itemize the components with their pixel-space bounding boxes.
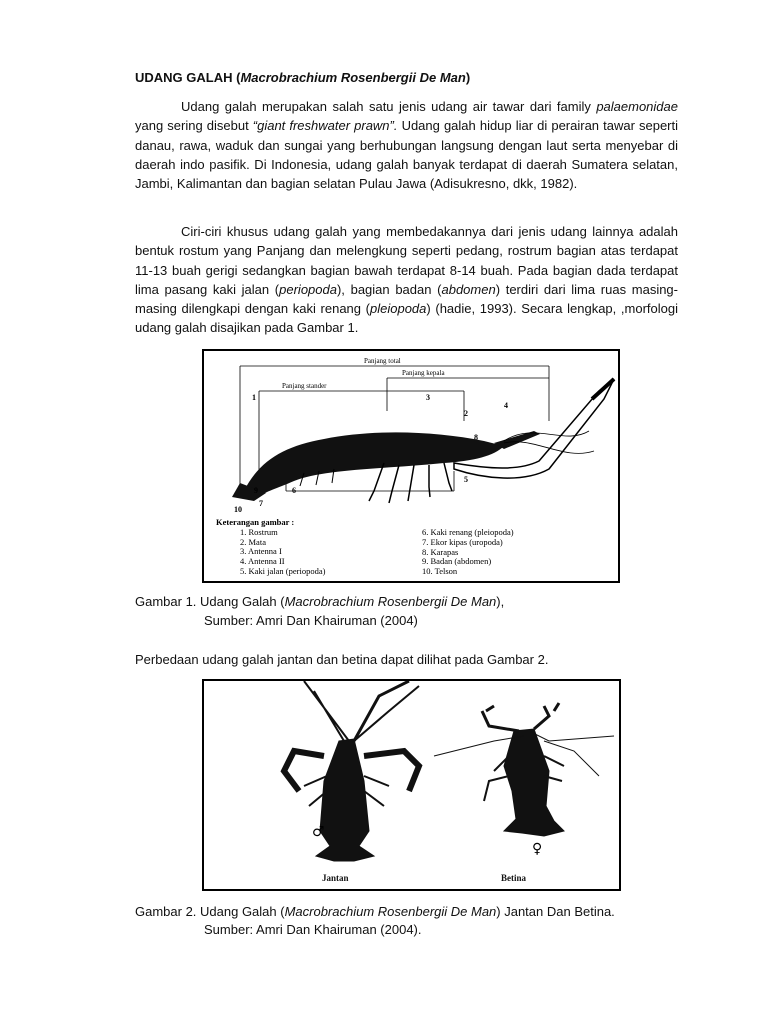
para2-term-periopoda: periopoda — [279, 281, 337, 297]
figure-1-source: Sumber: Amri Dan Khairuman (2004) — [204, 613, 418, 628]
figure-2-caption — [135, 902, 615, 921]
legend-item: 1. Rostrum — [240, 526, 278, 537]
caption1-text-1: Gambar 1. Udang Galah ( — [135, 594, 285, 609]
dim-label-stander: Panjang stander — [282, 382, 327, 390]
callout-4: 4 — [504, 401, 508, 410]
caption2-text-2: ) Jantan Dan Betina. — [496, 904, 615, 919]
figure-2-source: Sumber: Amri Dan Khairuman (2004). — [204, 922, 422, 937]
caption1-text-2: ), — [496, 594, 505, 609]
callout-3: 3 — [426, 393, 430, 402]
paragraph-2 — [135, 222, 678, 338]
dim-label-kepala: Panjang kepala — [402, 369, 445, 377]
figure-2-male-female — [202, 679, 621, 891]
paragraph-3: Perbedaan udang galah jantan dan betina dapat dilihat pada Gambar 2. — [135, 652, 549, 667]
para2-text-3: ) terdiri dari lima ruas masing-masing dilengkapi dengan kaki renang ( — [135, 281, 678, 317]
legend-item: 3. Antenna I — [240, 546, 282, 557]
legend-item: 10. Telson — [422, 566, 458, 577]
legend-item: 6. Kaki renang (pleiopoda) — [422, 527, 514, 537]
title-suffix: ) — [465, 70, 471, 85]
caption1-species: Macrobrachium Rosenbergii De Man — [284, 594, 497, 609]
male-label: Jantan — [322, 873, 349, 883]
para2-text-4: ) (hadie, 1993). Secara lengkap, ,morfologi udang galah disajikan pada Gambar 1. — [135, 301, 678, 336]
callout-5: 5 — [464, 475, 468, 484]
female-symbol-icon: ♀ — [532, 841, 543, 857]
caption2-species: Macrobrachium Rosenbergii De Man — [284, 904, 497, 919]
caption2-text-1: Gambar 2. Udang Galah ( — [135, 904, 285, 919]
legend-title: Keterangan gambar : — [216, 517, 295, 527]
callout-1: 1 — [252, 393, 256, 402]
legend-item: 8. Karapas — [422, 546, 459, 557]
para2-text-1: Ciri-ciri khusus udang galah yang membedakannya dari jenis udang lainnya adalah bentuk rostum yang Panjang dan melengkung seperti pedang, rostrum bagian atas terdapat 11-13 buah gerigi sedangkan bagian bawah terdapat 8-14 buah. Pada bagian dada terdapat lima pasang kaki jalan ( — [135, 224, 678, 297]
legend-left — [216, 518, 325, 577]
paragraph-1 — [135, 97, 678, 193]
legend-item: 2. Mata — [240, 536, 266, 547]
legend-item: 4. Antenna II — [240, 556, 285, 567]
document-title — [135, 68, 470, 87]
dim-label-total: Panjang total — [364, 357, 401, 365]
title-species: Macrobrachium Rosenbergii De Man — [240, 70, 466, 85]
para1-family: palaemonidae — [596, 99, 678, 114]
para1-common-name: “giant freshwater prawn”. — [252, 118, 398, 134]
legend-item: 5. Kaki jalan (periopoda) — [240, 565, 326, 576]
title-prefix: UDANG GALAH ( — [135, 70, 241, 85]
callout-9: 9 — [254, 486, 258, 495]
callout-6: 6 — [292, 486, 296, 495]
para1-text-1: Udang galah merupakan salah satu jenis udang air tawar dari family — [181, 99, 597, 114]
legend-item: 7. Ekor kipas (uropoda) — [422, 536, 503, 547]
para2-term-pleiopoda: pleiopoda — [370, 301, 427, 317]
callout-8: 8 — [474, 433, 478, 442]
para1-text-2: yang sering disebut — [135, 118, 253, 134]
figure-1-prawn-morphology — [202, 349, 620, 583]
callout-7: 7 — [259, 499, 263, 508]
female-label: Betina — [501, 873, 527, 883]
legend-item: 9. Badan (abdomen) — [422, 556, 492, 567]
male-female-drawing — [204, 681, 619, 889]
para2-term-abdomen: abdomen — [441, 281, 496, 297]
callout-2: 2 — [464, 409, 468, 418]
callout-10: 10 — [234, 505, 242, 514]
female-prawn — [434, 703, 614, 836]
figure-1-caption — [135, 592, 504, 611]
male-prawn — [284, 681, 419, 861]
para2-text-2: ), bagian badan ( — [336, 281, 442, 297]
legend-right — [422, 528, 514, 577]
male-symbol-icon: ♂ — [312, 824, 325, 840]
para1-text-3: Udang galah hidup liar di perairan tawar seperti danau, rawa, waduk dan sungai yang berhubungan langsung dengan laut serta menyebar di daerah indo pasifik. Di Indonesia, udang galah banyak terdapat di daerah Sumatera selatan, Jambi, Kalimantan dan bagian selatan Pulau Jawa (Adisukresno, dkk, 1982). — [135, 118, 679, 192]
